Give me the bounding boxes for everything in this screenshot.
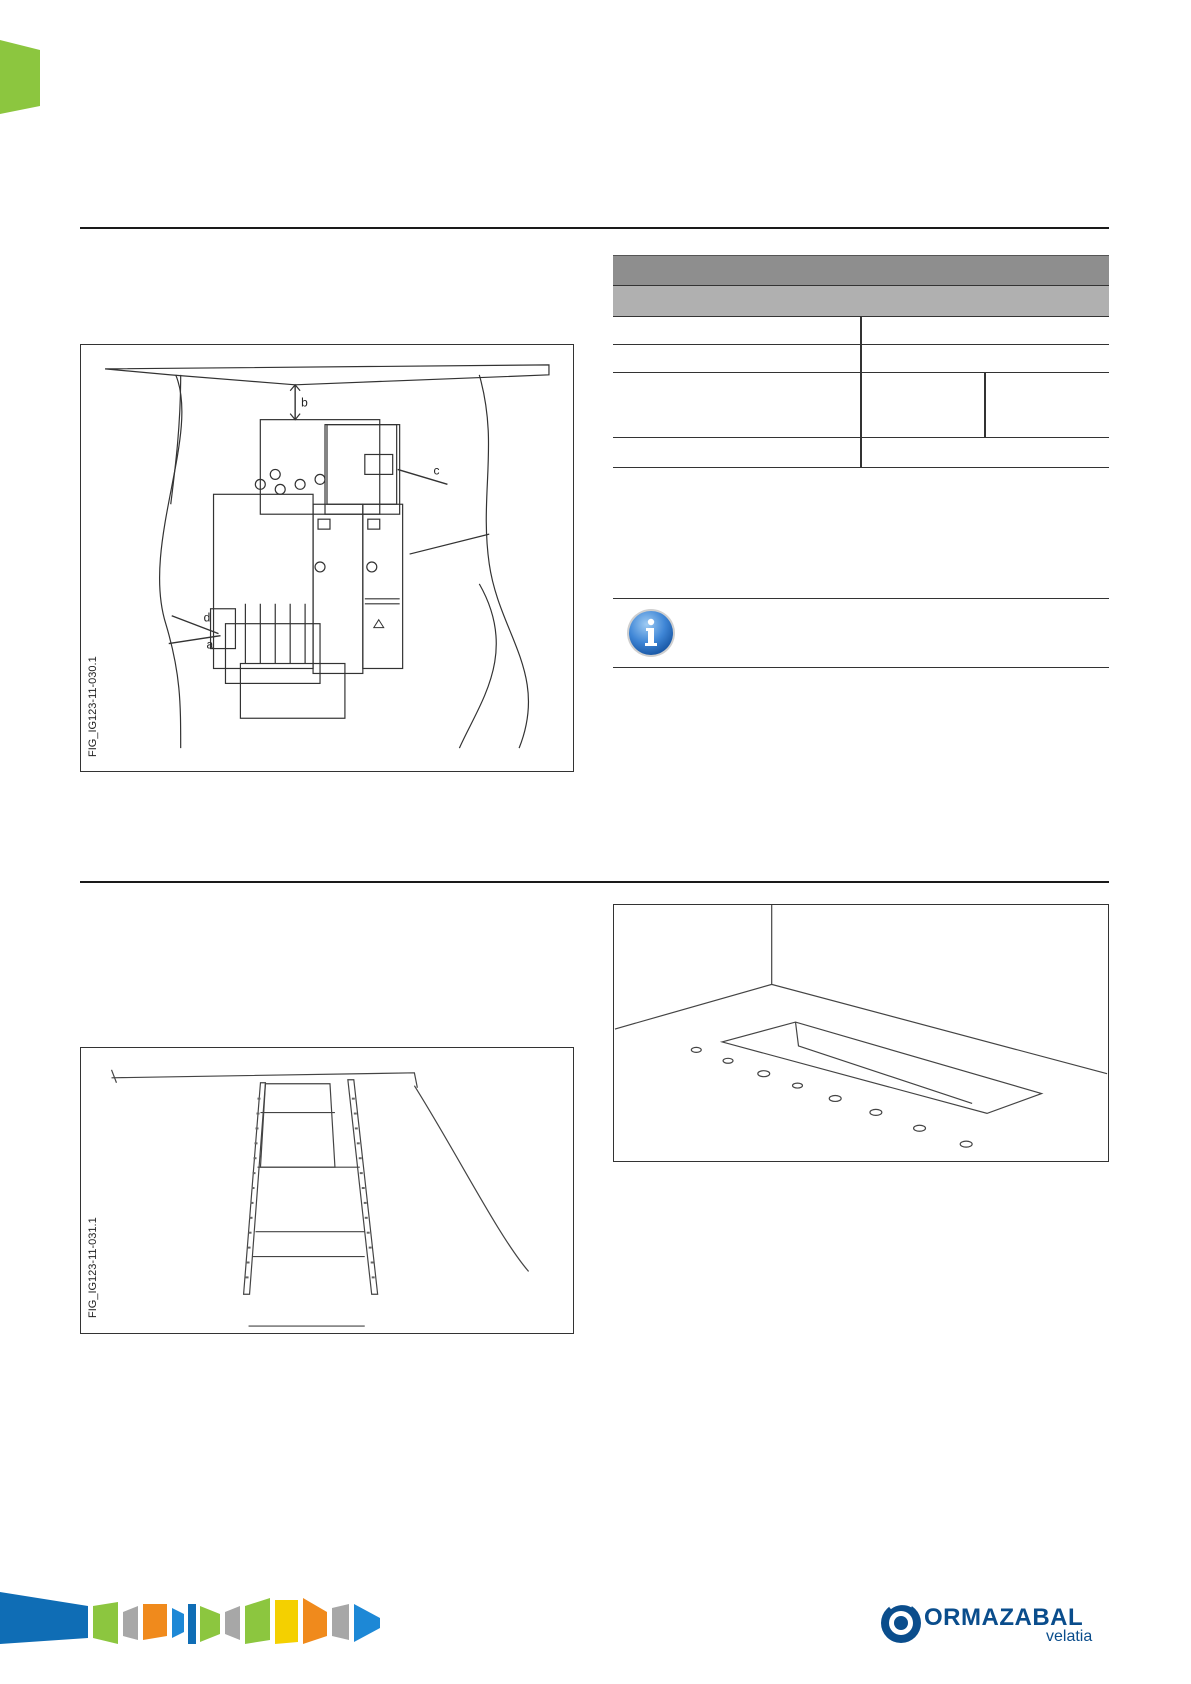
table-header-row <box>613 255 1109 286</box>
dim-label-c: c <box>433 463 440 478</box>
trench-drawing <box>614 905 1108 1161</box>
figure-code-1: FIG_IG123-11-030.1 <box>87 656 99 757</box>
section-rule-middle <box>80 881 1109 883</box>
brand-name: ORMAZABAL <box>924 1604 1084 1631</box>
clearance-table <box>613 255 1109 468</box>
table-row <box>613 438 1109 468</box>
dim-label-a: a <box>206 637 214 652</box>
green-corner-tab <box>0 38 42 114</box>
brand-sub: velatia <box>1046 1628 1093 1645</box>
table-row <box>613 345 1109 373</box>
figure-floor-trench <box>613 904 1109 1162</box>
warning-triangle-icon <box>374 620 384 628</box>
table-subheader-row <box>613 286 1109 317</box>
dim-label-b: b <box>301 395 308 410</box>
rails-drawing <box>81 1048 573 1333</box>
info-icon <box>625 607 677 659</box>
dim-label-d: d <box>203 610 211 625</box>
switchgear-drawing <box>81 345 573 771</box>
figure-floor-rails <box>80 1047 574 1334</box>
figure-switchgear-clearances <box>80 344 574 772</box>
info-note <box>613 598 1109 668</box>
footer-color-strip <box>0 1592 400 1652</box>
section-rule-top <box>80 227 1109 229</box>
table-row <box>613 373 1109 438</box>
ormazabal-logo <box>878 1598 1113 1648</box>
table-row <box>613 317 1109 345</box>
figure-code-2: FIG_IG123-11-031.1 <box>87 1217 99 1318</box>
